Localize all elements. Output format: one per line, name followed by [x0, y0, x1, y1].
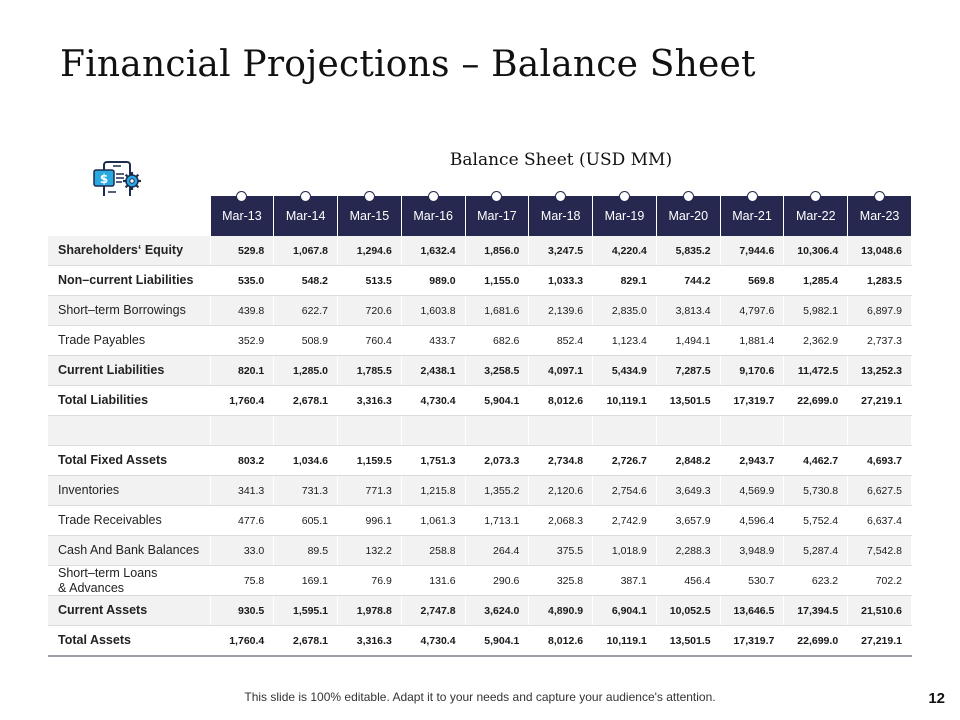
table-cell: 11,472.5: [784, 356, 848, 386]
table-cell: 4,693.7: [848, 446, 912, 476]
table-header-corner: [48, 196, 210, 236]
table-cell: 530.7: [720, 566, 784, 596]
table-cell: 13,501.5: [656, 386, 720, 416]
column-header-label: Mar-17: [477, 209, 517, 223]
timeline-dot-icon: [236, 191, 247, 202]
table-cell: 8,012.6: [529, 386, 593, 416]
table-cell: 1,067.8: [274, 236, 338, 266]
table-cell: 2,734.8: [529, 446, 593, 476]
table-cell: 5,287.4: [784, 536, 848, 566]
table-cell: 10,119.1: [593, 386, 657, 416]
table-cell: 5,730.8: [784, 476, 848, 506]
table-cell: 2,139.6: [529, 296, 593, 326]
table-cell: 2,742.9: [593, 506, 657, 536]
table-cell: 1,856.0: [465, 236, 529, 266]
table-cell: 5,982.1: [784, 296, 848, 326]
table-cell: 2,848.2: [656, 446, 720, 476]
table-cell: 760.4: [338, 326, 402, 356]
table-cell: 17,319.7: [720, 626, 784, 657]
row-label: Non–current Liabilities: [48, 266, 210, 296]
table-cell: 1,123.4: [593, 326, 657, 356]
column-header: [593, 196, 657, 236]
table-cell: 13,646.5: [720, 596, 784, 626]
table-cell: [593, 416, 657, 446]
row-label: Total Assets: [48, 626, 210, 657]
table-cell: 6,627.5: [848, 476, 912, 506]
table-header-row: [48, 196, 912, 236]
table-cell: 720.6: [338, 296, 402, 326]
table-row: [48, 476, 912, 506]
table-cell: 27,219.1: [848, 386, 912, 416]
table-cell: 744.2: [656, 266, 720, 296]
table-cell: 1,603.8: [401, 296, 465, 326]
column-header: [656, 196, 720, 236]
table-cell: 3,948.9: [720, 536, 784, 566]
table-cell: 2,362.9: [784, 326, 848, 356]
row-label: Short–term Loans & Advances: [48, 566, 210, 596]
table-cell: 1,355.2: [465, 476, 529, 506]
table-cell: 1,681.6: [465, 296, 529, 326]
table-cell: [529, 416, 593, 446]
table-cell: 290.6: [465, 566, 529, 596]
column-header: [210, 196, 274, 236]
slide-title: Financial Projections – Balance Sheet: [60, 44, 756, 85]
table-cell: 508.9: [274, 326, 338, 356]
table-cell: 623.2: [784, 566, 848, 596]
column-header-label: Mar-15: [349, 209, 390, 223]
table-cell: 1,881.4: [720, 326, 784, 356]
table-cell: 1,294.6: [338, 236, 402, 266]
table-cell: 17,319.7: [720, 386, 784, 416]
svg-text:$: $: [99, 172, 109, 186]
table-cell: [401, 416, 465, 446]
table-row: [48, 236, 912, 266]
table-cell: 1,632.4: [401, 236, 465, 266]
table-cell: 1,283.5: [848, 266, 912, 296]
table-cell: 930.5: [210, 596, 274, 626]
table-cell: 569.8: [720, 266, 784, 296]
table-cell: 622.7: [274, 296, 338, 326]
table-cell: 456.4: [656, 566, 720, 596]
timeline-dot-icon: [874, 191, 885, 202]
table-cell: 5,434.9: [593, 356, 657, 386]
table-cell: 131.6: [401, 566, 465, 596]
table-cell: 535.0: [210, 266, 274, 296]
timeline-dot-icon: [619, 191, 630, 202]
table-cell: [210, 416, 274, 446]
table-cell: 477.6: [210, 506, 274, 536]
table-body: [48, 236, 912, 656]
table-cell: 2,438.1: [401, 356, 465, 386]
table-cell: 3,316.3: [338, 626, 402, 657]
table-cell: 2,288.3: [656, 536, 720, 566]
table-cell: 6,897.9: [848, 296, 912, 326]
table-cell: 4,797.6: [720, 296, 784, 326]
column-header-label: Mar-23: [859, 209, 900, 223]
column-header-label: Mar-13: [222, 209, 262, 223]
table-cell: 702.2: [848, 566, 912, 596]
timeline-dot-icon: [491, 191, 502, 202]
table-cell: 10,119.1: [593, 626, 657, 657]
table-cell: 75.8: [210, 566, 274, 596]
column-header-label: Mar-21: [732, 209, 772, 223]
table-cell: 1,061.3: [401, 506, 465, 536]
row-label: Short–term Borrowings: [48, 296, 210, 326]
table-cell: 439.8: [210, 296, 274, 326]
table-row: [48, 596, 912, 626]
table-cell: 10,052.5: [656, 596, 720, 626]
row-label: Total Fixed Assets: [48, 446, 210, 476]
table-cell: 605.1: [274, 506, 338, 536]
table-cell: 1,713.1: [465, 506, 529, 536]
table-row: [48, 356, 912, 386]
table-cell: 33.0: [210, 536, 274, 566]
table-cell: 4,097.1: [529, 356, 593, 386]
table-cell: 852.4: [529, 326, 593, 356]
table-cell: 2,120.6: [529, 476, 593, 506]
table-cell: 6,637.4: [848, 506, 912, 536]
table-cell: 258.8: [401, 536, 465, 566]
table-cell: 4,462.7: [784, 446, 848, 476]
table-cell: [656, 416, 720, 446]
table-cell: 1,285.0: [274, 356, 338, 386]
table-cell: 4,730.4: [401, 626, 465, 657]
table-cell: 132.2: [338, 536, 402, 566]
table-cell: 1,215.8: [401, 476, 465, 506]
table-cell: 2,678.1: [274, 626, 338, 657]
table-cell: [274, 416, 338, 446]
table-cell: 433.7: [401, 326, 465, 356]
table-cell: 22,699.0: [784, 386, 848, 416]
table-cell: 2,073.3: [465, 446, 529, 476]
table-cell: 2,835.0: [593, 296, 657, 326]
table-cell: 1,018.9: [593, 536, 657, 566]
table-cell: 13,501.5: [656, 626, 720, 657]
table-cell: 8,012.6: [529, 626, 593, 657]
table-cell: 352.9: [210, 326, 274, 356]
column-header-label: Mar-16: [413, 209, 453, 223]
column-header-label: Mar-18: [540, 209, 581, 223]
table-cell: 2,678.1: [274, 386, 338, 416]
table-cell: 9,170.6: [720, 356, 784, 386]
table-row: [48, 626, 912, 657]
column-header: [848, 196, 912, 236]
table-spacer-row: [48, 416, 912, 446]
row-label: [48, 416, 210, 446]
table-cell: 387.1: [593, 566, 657, 596]
table-cell: 6,904.1: [593, 596, 657, 626]
table-cell: 5,835.2: [656, 236, 720, 266]
table-cell: 4,569.9: [720, 476, 784, 506]
row-label: Shareholders‘ Equity: [48, 236, 210, 266]
table-cell: 375.5: [529, 536, 593, 566]
table-cell: [784, 416, 848, 446]
column-header: [274, 196, 338, 236]
table-cell: 17,394.5: [784, 596, 848, 626]
row-label: Current Liabilities: [48, 356, 210, 386]
column-header: [529, 196, 593, 236]
table-row: [48, 566, 912, 596]
table-cell: 7,944.6: [720, 236, 784, 266]
table-cell: 13,048.6: [848, 236, 912, 266]
table-cell: 3,813.4: [656, 296, 720, 326]
column-header: [338, 196, 402, 236]
column-header: [465, 196, 529, 236]
table-cell: 76.9: [338, 566, 402, 596]
table-cell: 4,596.4: [720, 506, 784, 536]
table-cell: [465, 416, 529, 446]
table-cell: [338, 416, 402, 446]
row-label: Trade Receivables: [48, 506, 210, 536]
table-cell: [720, 416, 784, 446]
table-cell: 3,624.0: [465, 596, 529, 626]
table-cell: 3,316.3: [338, 386, 402, 416]
table-cell: 22,699.0: [784, 626, 848, 657]
table-cell: 829.1: [593, 266, 657, 296]
table-cell: 682.6: [465, 326, 529, 356]
table-cell: 731.3: [274, 476, 338, 506]
table-cell: 2,943.7: [720, 446, 784, 476]
table-cell: 341.3: [210, 476, 274, 506]
timeline-dot-icon: [364, 191, 375, 202]
balance-sheet-table: [48, 196, 912, 657]
table-row: [48, 296, 912, 326]
page-number: 12: [928, 690, 945, 707]
table-cell: 89.5: [274, 536, 338, 566]
table-cell: 7,542.8: [848, 536, 912, 566]
column-header: [401, 196, 465, 236]
column-header-label: Mar-14: [285, 209, 326, 223]
table-cell: 3,649.3: [656, 476, 720, 506]
table-caption: Balance Sheet (USD MM): [449, 150, 673, 170]
table-cell: 325.8: [529, 566, 593, 596]
row-label: Trade Payables: [48, 326, 210, 356]
table-cell: 169.1: [274, 566, 338, 596]
table-cell: 513.5: [338, 266, 402, 296]
table-cell: 1,760.4: [210, 626, 274, 657]
table-cell: 2,068.3: [529, 506, 593, 536]
table-cell: 548.2: [274, 266, 338, 296]
table-cell: 264.4: [465, 536, 529, 566]
table-row: [48, 536, 912, 566]
row-label: Total Liabilities: [48, 386, 210, 416]
table-cell: 21,510.6: [848, 596, 912, 626]
table-cell: 7,287.5: [656, 356, 720, 386]
table-cell: 3,247.5: [529, 236, 593, 266]
table-cell: [848, 416, 912, 446]
timeline-dot-icon: [683, 191, 694, 202]
table-cell: 1,155.0: [465, 266, 529, 296]
table-cell: 2,747.8: [401, 596, 465, 626]
timeline-dot-icon: [428, 191, 439, 202]
column-header-label: Mar-22: [795, 209, 836, 223]
column-header-label: Mar-20: [668, 209, 709, 223]
row-label: Cash And Bank Balances: [48, 536, 210, 566]
table-cell: 1,595.1: [274, 596, 338, 626]
table-row: [48, 266, 912, 296]
table-cell: 5,752.4: [784, 506, 848, 536]
table-cell: 2,737.3: [848, 326, 912, 356]
table-cell: 4,220.4: [593, 236, 657, 266]
column-header: [720, 196, 784, 236]
table-cell: 1,033.3: [529, 266, 593, 296]
table-cell: 803.2: [210, 446, 274, 476]
table-cell: 1,034.6: [274, 446, 338, 476]
table-row: [48, 506, 912, 536]
table-cell: 5,904.1: [465, 386, 529, 416]
table-row: [48, 386, 912, 416]
table-cell: 771.3: [338, 476, 402, 506]
row-label: Inventories: [48, 476, 210, 506]
timeline-dot-icon: [810, 191, 821, 202]
timeline-dot-icon: [300, 191, 311, 202]
row-label: Current Assets: [48, 596, 210, 626]
table-cell: 10,306.4: [784, 236, 848, 266]
table-cell: 1,159.5: [338, 446, 402, 476]
table-cell: 1,494.1: [656, 326, 720, 356]
table-cell: 1,751.3: [401, 446, 465, 476]
table-cell: 3,657.9: [656, 506, 720, 536]
table-cell: 2,754.6: [593, 476, 657, 506]
table-cell: 996.1: [338, 506, 402, 536]
column-header: [784, 196, 848, 236]
table-cell: 27,219.1: [848, 626, 912, 657]
table-cell: 1,760.4: [210, 386, 274, 416]
table-cell: 820.1: [210, 356, 274, 386]
table-cell: 13,252.3: [848, 356, 912, 386]
timeline-dot-icon: [747, 191, 758, 202]
table-cell: 989.0: [401, 266, 465, 296]
timeline-dot-icon: [555, 191, 566, 202]
column-header-label: Mar-19: [604, 209, 645, 223]
table-cell: 5,904.1: [465, 626, 529, 657]
table-cell: 2,726.7: [593, 446, 657, 476]
table-row: [48, 326, 912, 356]
table-cell: 3,258.5: [465, 356, 529, 386]
table-cell: 1,285.4: [784, 266, 848, 296]
table-cell: 529.8: [210, 236, 274, 266]
table-cell: 1,785.5: [338, 356, 402, 386]
table-cell: 1,978.8: [338, 596, 402, 626]
table-cell: 4,730.4: [401, 386, 465, 416]
footer-note: This slide is 100% editable. Adapt it to your needs and capture your audience's attention.: [244, 690, 716, 704]
table-cell: 4,890.9: [529, 596, 593, 626]
table-row: [48, 446, 912, 476]
